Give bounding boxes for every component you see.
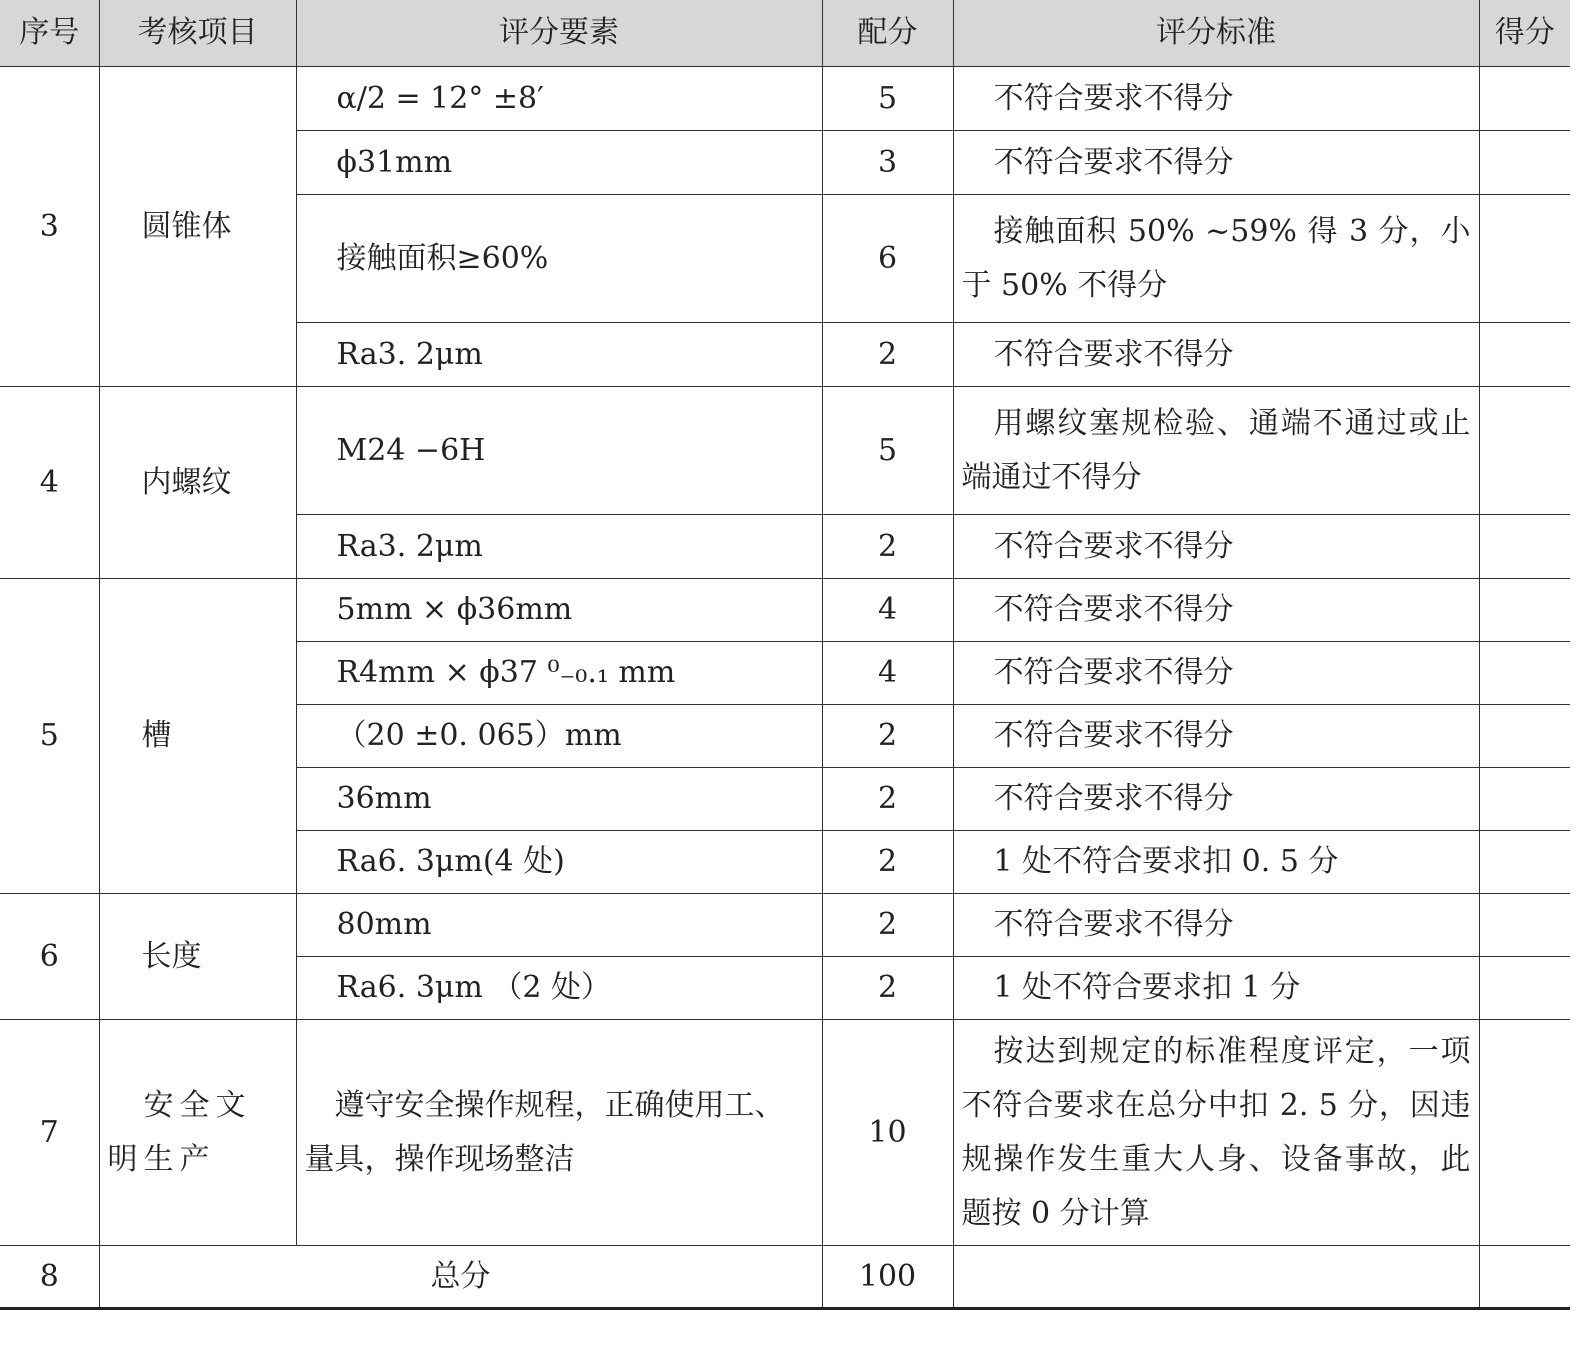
row-result[interactable] (1479, 957, 1570, 1020)
row-score: 6 (822, 195, 953, 323)
row-no: 3 (0, 67, 99, 387)
row-element: ϕ31mm (296, 131, 822, 195)
row-result[interactable] (1479, 515, 1570, 579)
header-element: 评分要素 (296, 0, 822, 67)
row-criterion: 不符合要求不得分 (953, 894, 1479, 957)
row-criterion: 1 处不符合要求扣 1 分 (953, 957, 1479, 1020)
row-score: 2 (822, 705, 953, 768)
row-score: 3 (822, 131, 953, 195)
total-label: 总分 (99, 1246, 822, 1309)
row-result[interactable] (1479, 67, 1570, 131)
header-no: 序号 (0, 0, 99, 67)
row-element: 5mm × ϕ36mm (296, 579, 822, 642)
table-row (0, 387, 1570, 515)
row-no: 4 (0, 387, 99, 579)
row-criterion: 不符合要求不得分 (953, 131, 1479, 195)
table-row (0, 67, 1570, 131)
row-criterion: 不符合要求不得分 (953, 67, 1479, 131)
table-row (0, 1020, 1570, 1246)
row-score: 2 (822, 323, 953, 387)
row-no: 7 (0, 1020, 99, 1246)
row-element: 遵守安全操作规程，正确使用工、量具，操作现场整洁 (296, 1020, 822, 1246)
table-row (0, 894, 1570, 957)
row-result[interactable] (1479, 705, 1570, 768)
row-element: α/2 = 12° ±8′ (296, 67, 822, 131)
row-element: （20 ±0. 065）mm (296, 705, 822, 768)
row-item: 内螺纹 (99, 387, 296, 579)
table-row (0, 579, 1570, 642)
total-result[interactable] (1479, 1246, 1570, 1309)
row-element: 36mm (296, 768, 822, 831)
row-item: 槽 (99, 579, 296, 894)
row-element: 接触面积≥60% (296, 195, 822, 323)
row-score: 5 (822, 387, 953, 515)
row-score: 4 (822, 642, 953, 705)
row-element: R4mm × ϕ37 ⁰₋₀.₁ mm (296, 642, 822, 705)
header-criterion: 评分标准 (953, 0, 1479, 67)
row-element: Ra6. 3μm(4 处) (296, 831, 822, 894)
row-result[interactable] (1479, 579, 1570, 642)
row-score: 2 (822, 515, 953, 579)
total-no: 8 (0, 1246, 99, 1309)
row-score: 10 (822, 1020, 953, 1246)
row-criterion: 用螺纹塞规检验、通端不通过或止端通过不得分 (953, 387, 1479, 515)
row-score: 2 (822, 831, 953, 894)
row-result[interactable] (1479, 323, 1570, 387)
row-element: M24 −6H (296, 387, 822, 515)
row-criterion: 不符合要求不得分 (953, 579, 1479, 642)
row-result[interactable] (1479, 894, 1570, 957)
total-row (0, 1246, 1570, 1309)
row-no: 5 (0, 579, 99, 894)
row-score: 2 (822, 894, 953, 957)
row-result[interactable] (1479, 131, 1570, 195)
row-result[interactable] (1479, 1020, 1570, 1246)
row-criterion: 接触面积 50% ~59% 得 3 分，小于 50% 不得分 (953, 195, 1479, 323)
header-item: 考核项目 (99, 0, 296, 67)
row-criterion: 不符合要求不得分 (953, 705, 1479, 768)
row-element: Ra3. 2μm (296, 323, 822, 387)
total-score: 100 (822, 1246, 953, 1309)
row-element: Ra3. 2μm (296, 515, 822, 579)
row-criterion: 按达到规定的标准程度评定，一项不符合要求在总分中扣 2. 5 分，因违规操作发生重大人身、设备事故，此题按 0 分计算 (953, 1020, 1479, 1246)
header-row (0, 0, 1570, 67)
row-score: 2 (822, 768, 953, 831)
header-result: 得分 (1479, 0, 1570, 67)
row-score: 4 (822, 579, 953, 642)
row-criterion: 不符合要求不得分 (953, 642, 1479, 705)
row-criterion: 不符合要求不得分 (953, 768, 1479, 831)
row-result[interactable] (1479, 387, 1570, 515)
header-score: 配分 (822, 0, 953, 67)
row-item: 长度 (99, 894, 296, 1020)
row-element: Ra6. 3μm （2 处） (296, 957, 822, 1020)
row-result[interactable] (1479, 831, 1570, 894)
row-result[interactable] (1479, 195, 1570, 323)
row-score: 5 (822, 67, 953, 131)
row-item: 圆锥体 (99, 67, 296, 387)
row-element: 80mm (296, 894, 822, 957)
row-no: 6 (0, 894, 99, 1020)
row-result[interactable] (1479, 768, 1570, 831)
row-score: 2 (822, 957, 953, 1020)
total-criterion (953, 1246, 1479, 1309)
row-criterion: 不符合要求不得分 (953, 515, 1479, 579)
row-item: 安全文明生产 (99, 1020, 296, 1246)
row-criterion: 不符合要求不得分 (953, 323, 1479, 387)
row-criterion: 1 处不符合要求扣 0. 5 分 (953, 831, 1479, 894)
row-result[interactable] (1479, 642, 1570, 705)
